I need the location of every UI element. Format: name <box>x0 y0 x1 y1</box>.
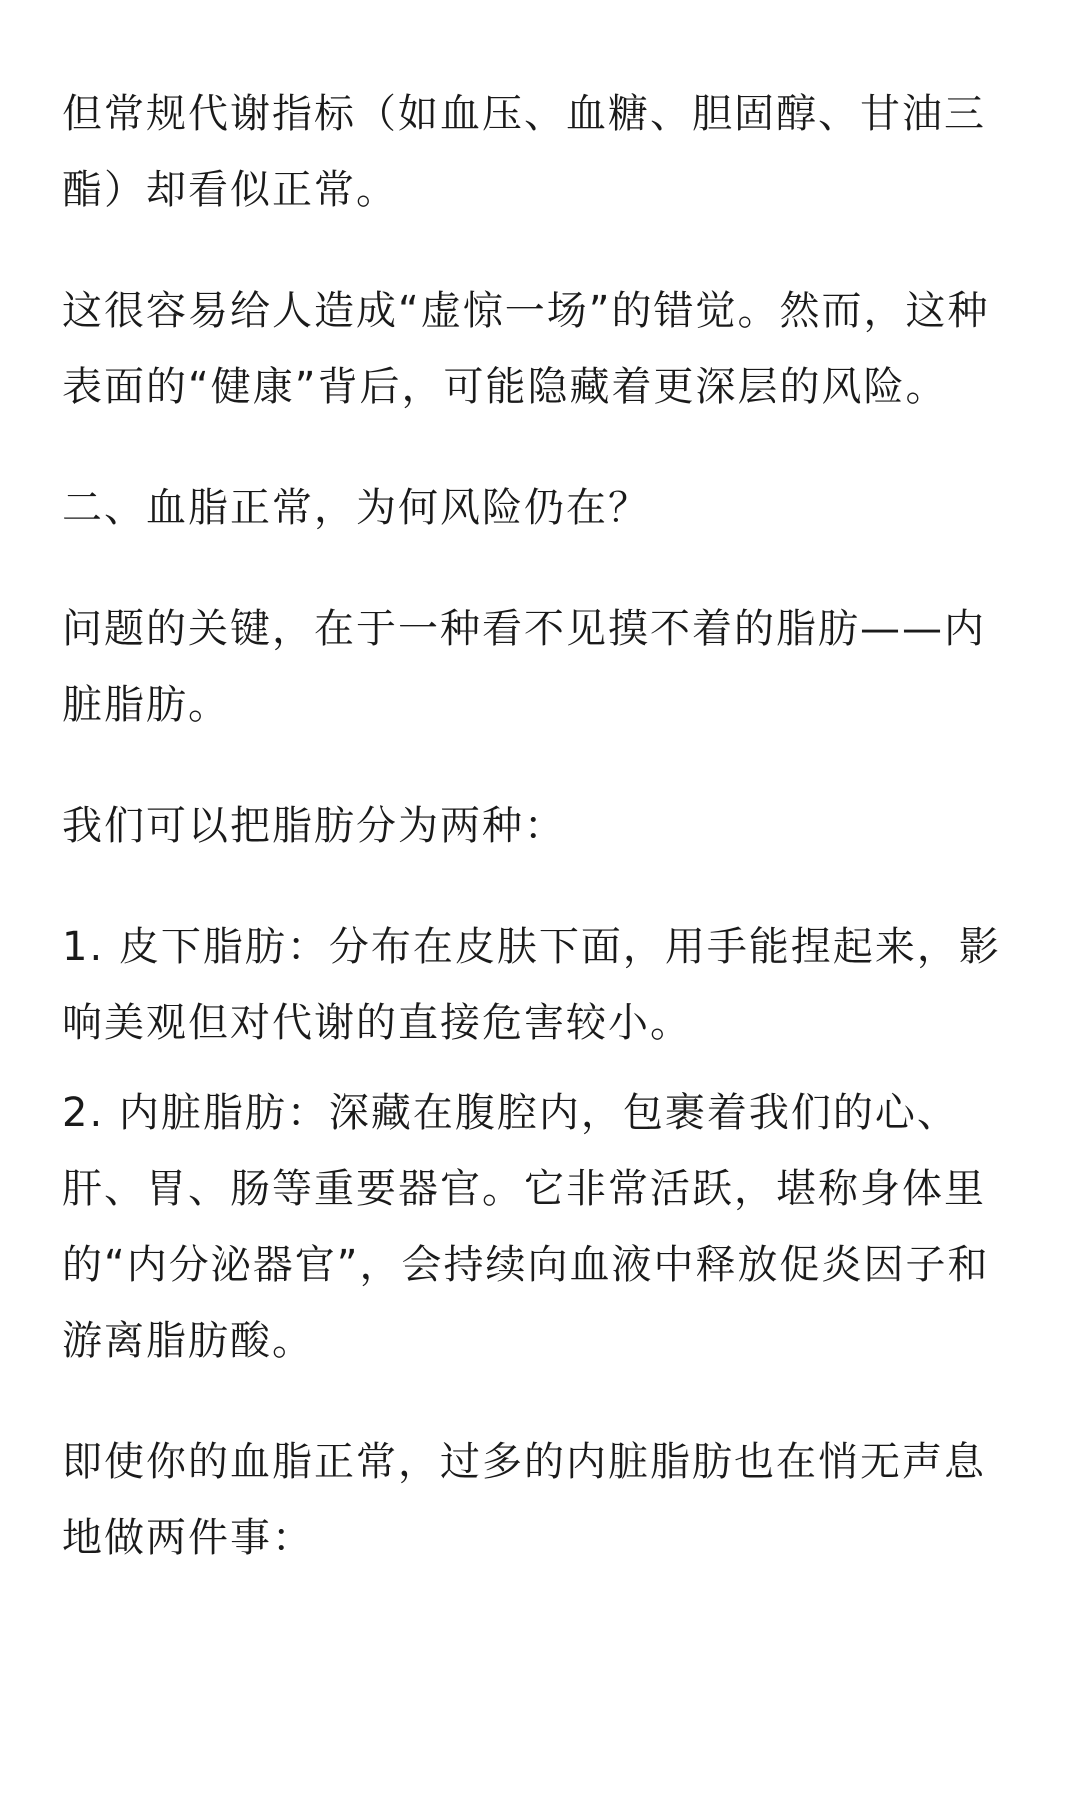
paragraph-metabolic-indicators: 但常规代谢指标（如血压、血糖、胆固醇、甘油三酯）却看似正常。 <box>62 91 986 213</box>
paragraph-fat-types-intro: 我们可以把脂肪分为两种： <box>62 803 566 849</box>
list-item-visceral-fat: 2. 内脏脂肪：深藏在腹腔内，包裹着我们的心、肝、胃、肠等重要器官。它非常活跃，堪称身体里的“内分泌器官”，会持续向血液中释放促炎因子和游离脂肪酸。 <box>62 1090 990 1364</box>
paragraph-false-alarm: 这很容易给人造成“虚惊一场”的错觉。然而，这种表面的“健康”背后，可能隐藏着更深层的风险。 <box>62 288 990 410</box>
paragraph-two-things: 即使你的血脂正常，过多的内脏脂肪也在悄无声息地做两件事： <box>62 1439 986 1561</box>
list-item-subcutaneous-fat: 1. 皮下脂肪：分布在皮肤下面，用手能捏起来，影响美观但对代谢的直接危害较小。 <box>62 924 1001 1046</box>
section-heading: 二、血脂正常，为何风险仍在？ <box>62 485 650 531</box>
paragraph-visceral-fat-key: 问题的关键，在于一种看不见摸不着的脂肪——内脏脂肪。 <box>62 606 986 728</box>
